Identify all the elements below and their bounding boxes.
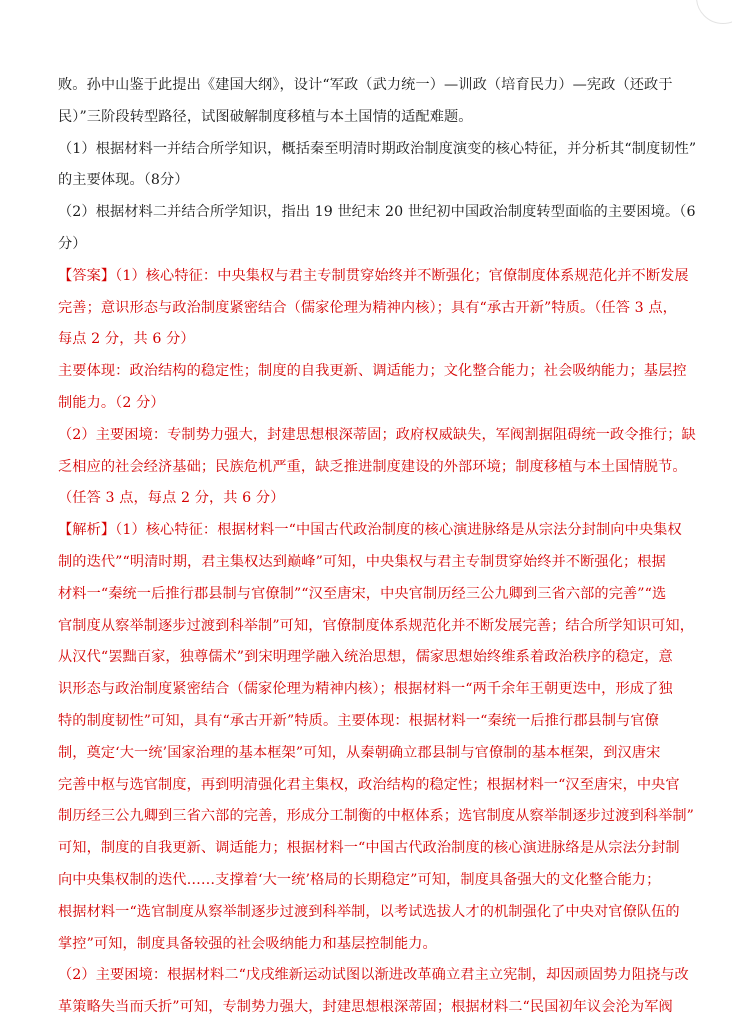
text-line: （2）主要困境：专制势力强大，封建思想根深蒂固；政府权威缺失，军阀割据阻碍统一政令推行；缺 (58, 426, 696, 443)
text-line: 【解析】（1）核心特征：根据材料一“中国古代政治制度的核心演进脉络是从宗法分封制向中央集权 (58, 522, 682, 539)
text-line: 官制度从察举制逐步过渡到科举制”可知，官僚制度体系规范化并不断发展完善；结合所学知识可知， (58, 617, 695, 634)
text-line: 的主要体现。（8分） (58, 172, 189, 189)
text-line: 向中央集权制的迭代……支撑着‘大一统’格局的长期稳定”可知，制度具备强大的文化整合能力； (58, 871, 661, 888)
text-line: 制的迭代”“明清时期，君主集权达到巅峰”可知，中央集权与君主专制贯穿始终并不断强化；根据 (58, 553, 666, 570)
text-line: （2）根据材料二并结合所学知识，指出 19 世纪末 20 世纪初中国政治制度转型面临的主要困境。（6 (58, 204, 696, 221)
text-line: 败。孙中山鉴于此提出《建国大纲》，设计“军政（武力统一）—训政（培育民力）—宪政（还政于 (58, 77, 673, 93)
text-line: 完善；意识形态与政治制度紧密结合（儒家伦理为精神内核）；具有“承古开新”特质。（任答 3 点， (58, 299, 677, 316)
text-line: 民）”三阶段转型路径，试图破解制度移植与本土国情的适配难题。 (58, 108, 473, 125)
text-line: 【答案】（1）核心特征：中央集权与君主专制贯穿始终并不断强化；官僚制度体系规范化并不断发展 (58, 267, 689, 284)
text-line: 每点 2 分，共 6 分） (58, 331, 195, 348)
text-line: 可知，制度的自我更新、调适能力；根据材料一“中国古代政治制度的核心演进脉络是从宗法分封制 (58, 840, 680, 857)
text-line: 制能力。（2 分） (58, 394, 165, 411)
text-line: 材料一“秦统一后推行郡县制与官僚制”“汉至唐宋，中央官制历经三公九卿到三省六部的完善”“选 (58, 585, 667, 602)
text-line: 主要体现：政治结构的稳定性；制度的自我更新、调适能力；文化整合能力；社会吸纳能力；基层控 (58, 363, 687, 380)
text-line: 特的制度韧性”可知，具有“承古开新”特质。主要体现：根据材料一“秦统一后推行郡县制与官僚 (58, 712, 659, 729)
text-line: 掌控”可知，制度具备较强的社会吸纳能力和基层控制能力。 (58, 935, 437, 952)
text-line: 分） (58, 235, 87, 252)
document-body (58, 70, 712, 1024)
text-line: 识形态与政治制度紧密结合（儒家伦理为精神内核）；根据材料一“两千余年王朝更迭中，形成了独 (58, 681, 673, 698)
text-line: 从汉代“罢黜百家，独尊儒术”到宋明理学融入统治思想，儒家思想始终维系着政治秩序的稳定，意 (58, 649, 673, 666)
text-line: 革策略失当而夭折”可知，专制势力强大，封建思想根深蒂固；根据材料二“民国初年议会沦为军阀 (58, 999, 673, 1016)
text-line: （任答 3 点，每点 2 分，共 6 分） (58, 490, 285, 507)
text-line: 制，奠定‘大一统’国家治理的基本框架”可知，从秦朝确立郡县制与官僚制的基本框架，到汉唐宋 (58, 744, 661, 761)
text-line: （2）主要困境：根据材料二“戊戌维新运动试图以渐进改革确立君主立宪制，却因顽固势力阻挠与改 (58, 967, 689, 984)
text-line: （1）根据材料一并结合所学知识，概括秦至明清时期政治制度演变的核心特征，并分析其“制度韧性” (58, 140, 697, 157)
corner-button[interactable] (696, 0, 732, 24)
text-line: 乏相应的社会经济基础；民族危机严重，缺乏推进制度建设的外部环境；制度移植与本土国情脱节。 (58, 458, 687, 475)
text-line: 完善中枢与选官制度，再到明清强化君主集权，政治结构的稳定性；根据材料一“汉至唐宋，中央官 (58, 776, 680, 793)
text-line: 根据材料一“选官制度从察举制逐步过渡到科举制，以考试选拔人才的机制强化了中央对官僚队伍的 (58, 903, 680, 920)
text-line: 制历经三公九卿到三省六部的完善，形成分工制衡的中枢体系；选官制度从察举制逐步过渡到科举制” (58, 808, 695, 825)
